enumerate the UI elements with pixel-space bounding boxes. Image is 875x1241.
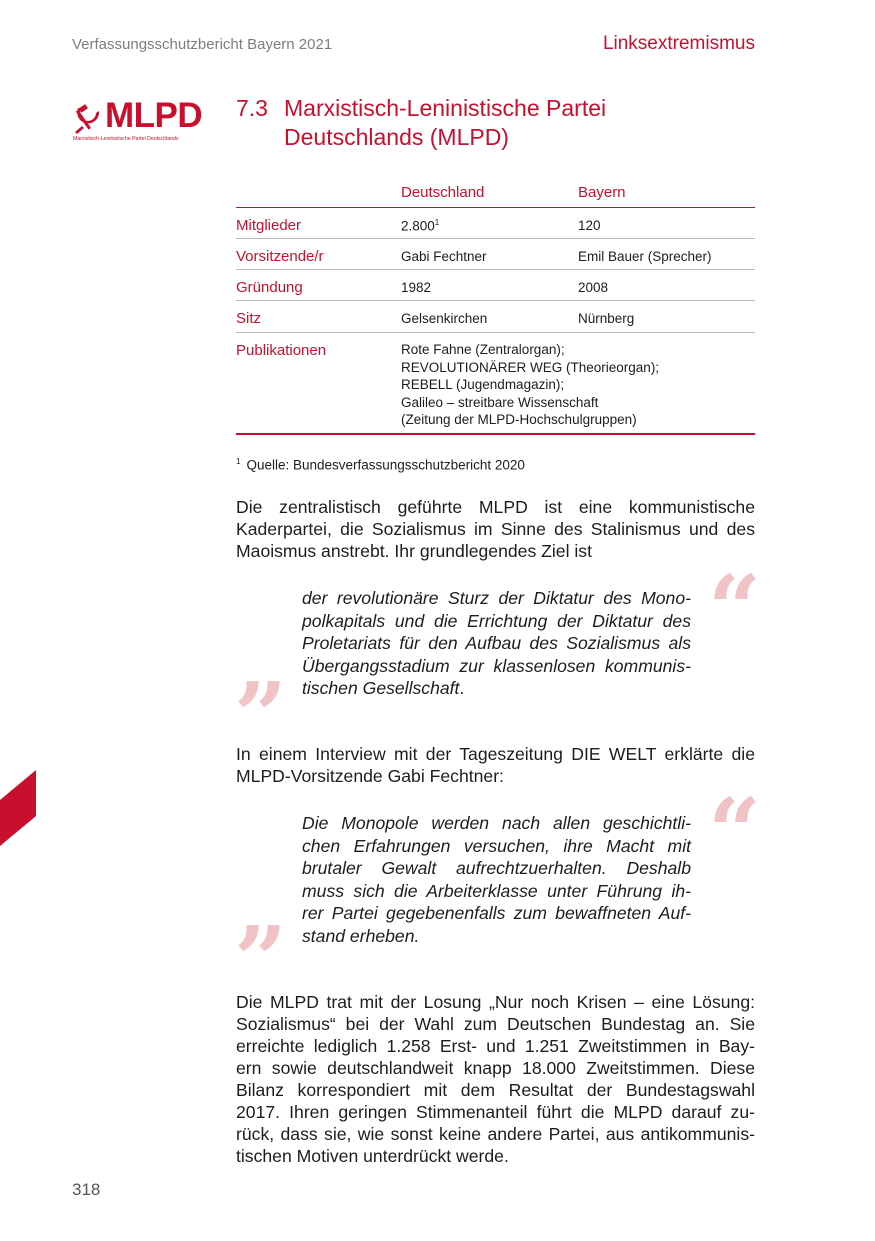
- row-label-gruendung: Gründung: [236, 279, 303, 296]
- table-row: [236, 208, 755, 239]
- fact-table: [236, 180, 755, 435]
- cell-deutschland: Gabi Fechtner: [401, 249, 487, 264]
- publication-item: Galileo – streitbare Wissenschaft: [401, 394, 599, 410]
- section-number: 7.3: [236, 95, 268, 121]
- page-number: 318: [72, 1180, 101, 1199]
- row-label-vorsitzende: Vorsitzende/r: [236, 248, 324, 265]
- table-row: [236, 301, 755, 333]
- running-header-chapter: Linksextremismus: [602, 33, 755, 54]
- section-title-line-1: Marxistisch-Leninistische Partei: [284, 95, 607, 121]
- row-label-sitz: Sitz: [236, 310, 262, 327]
- footnote: [236, 457, 525, 473]
- publications-list: [401, 341, 659, 429]
- section-title-line-2: Deutschlands (MLPD): [284, 124, 509, 150]
- cell-bayern: Emil Bauer (Sprecher): [578, 249, 712, 264]
- cell-deutschland: Gelsenkirchen: [401, 311, 488, 326]
- cell-deutschland: 1982: [401, 280, 432, 295]
- block-quote-2: Die Monopole werden nach allen geschichtli- chen Erfahrungen versuchen, ihre Macht mit brutaler Gewalt aufrechtzuerhalten. Deshalb muss sich die Arbeiterklasse unter Führung ih- rer Partei gegebenenfalls zum bewaffneten Auf- stand erheben.: [302, 813, 691, 946]
- chapter-tab-marker: [0, 770, 36, 846]
- cell-bayern: Nürnberg: [578, 311, 635, 326]
- table-row: [236, 270, 755, 301]
- body-paragraph-3: Die MLPD trat mit der Losung „Nur noch Krisen – eine Lösung: Sozialismus“ bei der Wahl zum Deutschen Bundestag an. Sie erreichte lediglich 1.258 Erst- und 1.251 Zweitstimmen in Bay- ern sowie deutschlandweit knapp 18.000 Zweitstimmen. Diese Bilanz korrespondiert mit dem Resultat der Bundestagswahl 2017. Ihren geringen Stimmenanteil führt die MLPD darauf zu- rück, dass sie, wie sonst keine andere Partei, aus antikommunis- tischen Motiven unterdrückt werde.: [236, 992, 755, 1166]
- quote-open-mark: “: [708, 555, 761, 663]
- quote-open-mark: “: [708, 778, 761, 886]
- logo-subtitle: Marxistisch-Leninistische Partei Deutschlands: [73, 136, 179, 142]
- logo-wordmark: MLPD: [105, 96, 203, 135]
- block-quote-1: der revolutionäre Sturz der Diktatur des Mono- polkapitals und die Errichtung der Diktatur des Proletariats für den Aufbau des Sozialismus als Übergangsstadium zur klassenlosen kommunis- tischen Gesellschaft.: [302, 588, 691, 698]
- row-label-mitglieder: Mitglieder: [236, 217, 302, 234]
- fact-table-header: [236, 180, 755, 208]
- footnote-text: Quelle: Bundesverfassungsschutzbericht 2020: [246, 457, 525, 473]
- cell-bayern: 2008: [578, 280, 609, 295]
- column-header-bayern: Bayern: [578, 184, 626, 201]
- body-paragraph-2: In einem Interview mit der Tageszeitung DIE WELT erklärte die MLPD-Vorsitzende Gabi Fechtner:: [236, 744, 755, 786]
- publication-item: (Zeitung der MLPD-Hochschulgruppen): [401, 412, 637, 427]
- hammer-sickle-icon: [72, 102, 104, 136]
- cell-bayern: 120: [578, 218, 601, 233]
- running-header-title: Verfassungsschutzbericht Bayern 2021: [72, 36, 333, 53]
- publication-item: Rote Fahne (Zentralorgan);: [401, 342, 565, 357]
- publication-item: REVOLUTIONÄRER WEG (Theorieorgan);: [401, 359, 660, 375]
- mlpd-logo: [72, 96, 208, 146]
- table-row-publikationen: [236, 333, 755, 435]
- quote-close-mark: ”: [234, 906, 287, 1014]
- publication-item: REBELL (Jugendmagazin);: [401, 377, 565, 392]
- table-row: [236, 239, 755, 270]
- cell-deutschland: 2.800$^1$: [401, 218, 440, 234]
- footnote-reference: 1: [434, 218, 440, 227]
- quote-close-mark: ”: [234, 662, 287, 770]
- column-header-deutschland: Deutschland: [401, 184, 485, 201]
- footnote-mark: 1: [236, 457, 241, 466]
- body-paragraph-1: Die zentralistisch geführte MLPD ist eine kommunistische Kaderpartei, die Sozialismus im Sinne des Stalinismus und des Maoismus anstrebt. Ihr grundlegendes Ziel ist: [236, 497, 755, 561]
- row-label-publikationen: Publikationen: [236, 342, 327, 359]
